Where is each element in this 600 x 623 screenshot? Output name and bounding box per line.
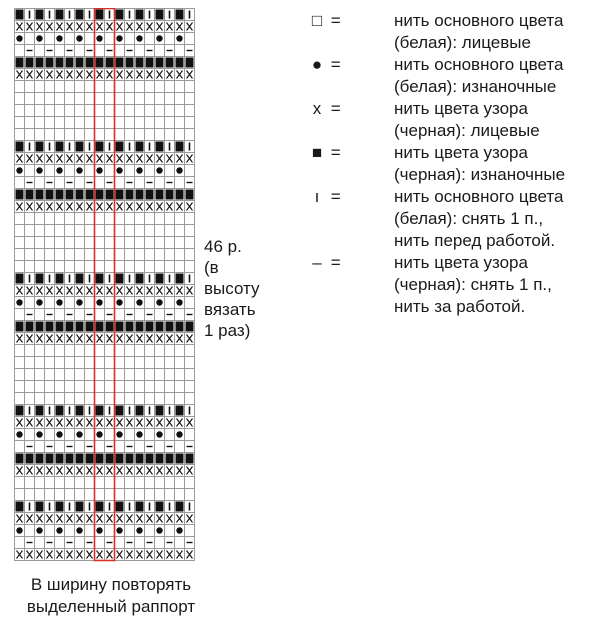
width-note: В ширину повторять выделенный раппорт bbox=[26, 575, 196, 616]
stitch-purl-main bbox=[96, 431, 102, 437]
stitch-purl-main bbox=[96, 35, 102, 41]
stitch-purl-contrast bbox=[36, 190, 44, 200]
stitch-purl-contrast bbox=[56, 10, 64, 20]
stitch-purl-contrast bbox=[186, 322, 194, 332]
stitch-purl-contrast bbox=[166, 190, 174, 200]
stitch-purl-contrast bbox=[36, 10, 44, 20]
stitch-purl-contrast bbox=[126, 322, 134, 332]
stitch-purl-contrast bbox=[146, 454, 154, 464]
stitch-purl-contrast bbox=[136, 190, 144, 200]
stitch-purl-contrast bbox=[36, 58, 44, 68]
stitch-purl-contrast bbox=[116, 190, 124, 200]
stitch-purl-main bbox=[56, 299, 62, 305]
stitch-purl-contrast bbox=[56, 454, 64, 464]
stitch-purl-contrast bbox=[96, 142, 104, 152]
stitch-purl-contrast bbox=[96, 274, 104, 284]
stitch-purl-main bbox=[36, 299, 42, 305]
stitch-purl-main bbox=[16, 35, 22, 41]
stitch-purl-main bbox=[116, 431, 122, 437]
stitch-purl-contrast bbox=[156, 190, 164, 200]
stitch-purl-contrast bbox=[76, 502, 84, 512]
stitch-purl-main bbox=[116, 167, 122, 173]
stitch-purl-contrast bbox=[176, 190, 184, 200]
stitch-purl-contrast bbox=[76, 322, 84, 332]
legend-description: нить основного цвета (белая): снять 1 п., нить перед работой. bbox=[394, 187, 564, 250]
stitch-purl-contrast bbox=[56, 406, 64, 416]
stitch-purl-contrast bbox=[136, 274, 144, 284]
stitch-purl-main bbox=[96, 527, 102, 533]
stitch-purl-contrast bbox=[96, 58, 104, 68]
stitch-purl-contrast bbox=[46, 454, 54, 464]
stitch-purl-contrast bbox=[186, 190, 194, 200]
stitch-purl-contrast bbox=[66, 322, 74, 332]
stitch-purl-contrast bbox=[66, 190, 74, 200]
stitch-purl-contrast bbox=[156, 142, 164, 152]
stitch-purl-contrast bbox=[66, 58, 74, 68]
stitch-purl-contrast bbox=[66, 454, 74, 464]
stitch-purl-contrast bbox=[116, 142, 124, 152]
legend-description: нить цвета узора (черная): лицевые bbox=[394, 99, 540, 140]
stitch-purl-main bbox=[156, 299, 162, 305]
stitch-purl-contrast bbox=[136, 454, 144, 464]
stitch-purl-main bbox=[176, 431, 182, 437]
stitch-purl-contrast bbox=[156, 274, 164, 284]
stitch-purl-contrast bbox=[136, 406, 144, 416]
legend-equals: = bbox=[330, 143, 341, 162]
stitch-purl-contrast bbox=[116, 502, 124, 512]
stitch-purl-contrast bbox=[116, 10, 124, 20]
stitch-purl-main bbox=[16, 299, 22, 305]
stitch-purl-contrast bbox=[16, 274, 24, 284]
stitch-purl-contrast bbox=[156, 322, 164, 332]
stitch-purl-main bbox=[76, 35, 82, 41]
stitch-purl-main bbox=[76, 299, 82, 305]
stitch-purl-contrast bbox=[76, 454, 84, 464]
stitch-purl-contrast bbox=[166, 454, 174, 464]
stitch-purl-main bbox=[76, 527, 82, 533]
stitch-purl-main bbox=[176, 167, 182, 173]
stitch-purl-contrast bbox=[86, 454, 94, 464]
stitch-purl-main bbox=[96, 299, 102, 305]
stitch-purl-contrast bbox=[36, 406, 44, 416]
stitch-purl-contrast bbox=[176, 10, 184, 20]
legend-equals: = bbox=[330, 99, 341, 118]
stitch-purl-contrast bbox=[56, 142, 64, 152]
stitch-purl-contrast bbox=[16, 58, 24, 68]
stitch-purl-contrast bbox=[146, 322, 154, 332]
stitch-purl-contrast bbox=[146, 190, 154, 200]
stitch-purl-contrast bbox=[86, 190, 94, 200]
stitch-purl-contrast bbox=[176, 502, 184, 512]
stitch-purl-contrast bbox=[106, 454, 114, 464]
stitch-purl-main bbox=[96, 167, 102, 173]
stitch-purl-contrast bbox=[36, 454, 44, 464]
stitch-purl-contrast bbox=[46, 322, 54, 332]
stitch-purl-contrast bbox=[96, 190, 104, 200]
stitch-purl-contrast bbox=[76, 190, 84, 200]
stitch-purl-contrast bbox=[156, 58, 164, 68]
stitch-purl-contrast bbox=[16, 502, 24, 512]
stitch-purl-contrast bbox=[136, 58, 144, 68]
stitch-purl-contrast bbox=[26, 322, 34, 332]
stitch-purl-contrast bbox=[116, 274, 124, 284]
legend-equals: = bbox=[330, 253, 341, 272]
stitch-purl-contrast bbox=[106, 190, 114, 200]
stitch-purl-contrast bbox=[186, 58, 194, 68]
stitch-purl-contrast bbox=[176, 322, 184, 332]
stitch-purl-contrast bbox=[36, 322, 44, 332]
height-note: 46 р. (в высоту вязать 1 раз) bbox=[204, 237, 260, 340]
stitch-purl-main bbox=[116, 299, 122, 305]
stitch-purl-main bbox=[176, 299, 182, 305]
stitch-purl-contrast bbox=[16, 406, 24, 416]
stitch-purl-main bbox=[36, 527, 42, 533]
stitch-purl-contrast bbox=[46, 190, 54, 200]
stitch-purl-contrast bbox=[56, 322, 64, 332]
stitch-purl-main bbox=[16, 431, 22, 437]
stitch-purl-contrast bbox=[96, 10, 104, 20]
stitch-purl-contrast bbox=[156, 406, 164, 416]
stitch-purl-contrast bbox=[176, 58, 184, 68]
stitch-purl-contrast bbox=[16, 322, 24, 332]
stitch-purl-contrast bbox=[136, 10, 144, 20]
legend-equals: = bbox=[330, 55, 341, 74]
stitch-purl-contrast bbox=[106, 322, 114, 332]
stitch-purl-contrast bbox=[36, 502, 44, 512]
stitch-purl-main bbox=[56, 527, 62, 533]
stitch-purl-main bbox=[16, 527, 22, 533]
stitch-purl-main bbox=[176, 527, 182, 533]
stitch-purl-main bbox=[56, 35, 62, 41]
stitch-purl-contrast bbox=[86, 322, 94, 332]
stitch-purl-main bbox=[156, 167, 162, 173]
stitch-purl-main bbox=[156, 431, 162, 437]
stitch-purl-contrast bbox=[156, 502, 164, 512]
stitch-purl-contrast bbox=[16, 142, 24, 152]
stitch-purl-contrast bbox=[116, 406, 124, 416]
stitch-purl-contrast bbox=[16, 190, 24, 200]
stitch-purl-main bbox=[56, 167, 62, 173]
stitch-purl-contrast bbox=[96, 322, 104, 332]
stitch-purl-contrast bbox=[136, 142, 144, 152]
stitch-purl-contrast bbox=[116, 322, 124, 332]
stitch-purl-contrast bbox=[76, 274, 84, 284]
stitch-purl-main bbox=[116, 527, 122, 533]
stitch-purl-contrast bbox=[116, 454, 124, 464]
stitch-purl-contrast bbox=[176, 406, 184, 416]
stitch-purl-main bbox=[156, 35, 162, 41]
stitch-purl-contrast bbox=[26, 190, 34, 200]
stitch-purl-contrast bbox=[76, 58, 84, 68]
stitch-purl-contrast bbox=[166, 322, 174, 332]
stitch-purl-contrast bbox=[76, 142, 84, 152]
stitch-purl-contrast bbox=[176, 454, 184, 464]
legend-description: нить цвета узора (черная): снять 1 п., нить за работой. bbox=[394, 253, 552, 316]
empty-square-icon: □ bbox=[311, 11, 323, 30]
stitch-purl-contrast bbox=[46, 58, 54, 68]
stitch-purl-main bbox=[36, 35, 42, 41]
stitch-purl-contrast bbox=[36, 142, 44, 152]
stitch-purl-contrast bbox=[126, 190, 134, 200]
stitch-purl-contrast bbox=[186, 454, 194, 464]
stitch-purl-main bbox=[136, 431, 142, 437]
stitch-purl-main bbox=[76, 431, 82, 437]
stitch-purl-contrast bbox=[56, 502, 64, 512]
stitch-purl-contrast bbox=[156, 10, 164, 20]
stitch-purl-contrast bbox=[166, 58, 174, 68]
dash-icon: – bbox=[312, 253, 322, 272]
vertical-bar-icon: ı bbox=[314, 187, 320, 206]
stitch-purl-contrast bbox=[76, 406, 84, 416]
stitch-purl-contrast bbox=[36, 274, 44, 284]
legend-description: нить основного цвета (белая): изнаночные bbox=[394, 55, 564, 96]
filled-dot-icon: ● bbox=[311, 55, 323, 74]
legend-equals: = bbox=[330, 187, 341, 206]
cross-icon: x bbox=[312, 99, 322, 118]
stitch-purl-contrast bbox=[56, 58, 64, 68]
filled-square-icon: ■ bbox=[311, 143, 323, 162]
stitch-purl-main bbox=[36, 431, 42, 437]
stitch-purl-contrast bbox=[176, 274, 184, 284]
stitch-purl-contrast bbox=[86, 58, 94, 68]
stitch-purl-contrast bbox=[26, 58, 34, 68]
stitch-purl-contrast bbox=[96, 454, 104, 464]
stitch-purl-main bbox=[136, 527, 142, 533]
stitch-purl-contrast bbox=[126, 454, 134, 464]
stitch-purl-main bbox=[176, 35, 182, 41]
stitch-purl-contrast bbox=[16, 10, 24, 20]
legend-equals: = bbox=[330, 11, 341, 30]
stitch-purl-main bbox=[116, 35, 122, 41]
stitch-purl-contrast bbox=[96, 502, 104, 512]
stitch-purl-main bbox=[156, 527, 162, 533]
stitch-purl-contrast bbox=[106, 58, 114, 68]
stitch-purl-contrast bbox=[146, 58, 154, 68]
legend-description: нить цвета узора (черная): изнаночные bbox=[394, 143, 566, 184]
stitch-purl-contrast bbox=[136, 322, 144, 332]
stitch-purl-contrast bbox=[126, 58, 134, 68]
stitch-purl-contrast bbox=[56, 190, 64, 200]
stitch-purl-contrast bbox=[26, 454, 34, 464]
stitch-purl-contrast bbox=[136, 502, 144, 512]
stitch-purl-main bbox=[136, 299, 142, 305]
stitch-purl-main bbox=[136, 35, 142, 41]
stitch-purl-contrast bbox=[76, 10, 84, 20]
stitch-purl-contrast bbox=[96, 406, 104, 416]
stitch-purl-contrast bbox=[116, 58, 124, 68]
stitch-purl-contrast bbox=[16, 454, 24, 464]
stitch-purl-main bbox=[136, 167, 142, 173]
stitch-purl-main bbox=[36, 167, 42, 173]
stitch-purl-main bbox=[16, 167, 22, 173]
stitch-purl-contrast bbox=[176, 142, 184, 152]
stitch-purl-main bbox=[56, 431, 62, 437]
legend-description: нить основного цвета (белая): лицевые bbox=[394, 11, 564, 52]
stitch-purl-contrast bbox=[56, 274, 64, 284]
stitch-purl-contrast bbox=[156, 454, 164, 464]
knitting-chart bbox=[14, 8, 196, 564]
stitch-purl-main bbox=[76, 167, 82, 173]
